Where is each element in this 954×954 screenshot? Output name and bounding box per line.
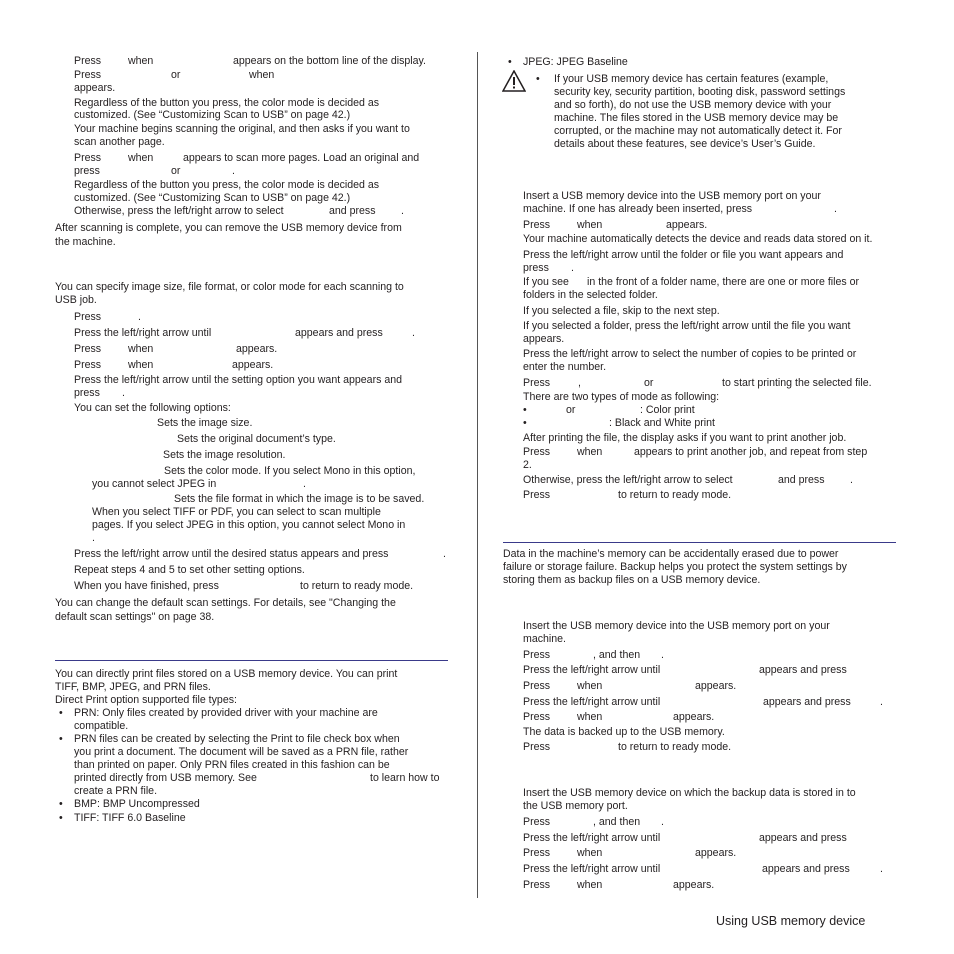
left-text-line: when (128, 152, 154, 164)
right-text-line: when (577, 711, 603, 723)
left-text-line: when (249, 69, 275, 81)
right-text-line: Press (523, 446, 551, 458)
right-text-line: • (536, 73, 540, 85)
left-text-line: appears. (74, 82, 116, 94)
right-text-line: appears and press (759, 832, 847, 844)
right-text-line: There are two types of mode as following: (523, 391, 720, 403)
left-text-line: . (412, 327, 415, 339)
left-text-line: TIFF, BMP, JPEG, and PRN files. (55, 681, 211, 693)
right-text-line: appears. (673, 711, 715, 723)
right-text-line: If you selected a folder, press the left/right arrow until the file you want (523, 320, 851, 332)
right-text-line: appears. (666, 219, 708, 231)
left-text-line: appears to scan more pages. Load an original and (183, 152, 420, 164)
left-text-line: TIFF: TIFF 6.0 Baseline (74, 812, 186, 824)
left-text-line: PRN files can be created by selecting the Print to file check box when (74, 733, 400, 745)
right-text-line: appears. (695, 680, 737, 692)
left-text-line: USB job. (55, 294, 97, 306)
section-rule-usb-print (55, 660, 448, 661)
right-text-line: Press (523, 489, 551, 501)
left-text-line: . (122, 387, 125, 399)
left-text-line: you cannot select JPEG in (92, 478, 217, 490)
left-text-line: appears on the bottom line of the display. (233, 55, 426, 67)
right-text-line: • (523, 417, 527, 429)
right-text-line: . (571, 262, 574, 274)
right-text-line: details about these features, see device’s User’s Guide. (554, 138, 816, 150)
right-text-line: Press the left/right arrow until (523, 832, 661, 844)
right-text-line: Insert the USB memory device into the USB memory port on your (523, 620, 830, 632)
right-text-line: when (577, 446, 603, 458)
left-text-line: • (59, 812, 63, 824)
right-text-line: Press the left/right arrow until (523, 664, 661, 676)
left-text-line: create a PRN file. (74, 785, 158, 797)
right-text-line: , (578, 377, 581, 389)
right-text-line: Press (523, 847, 551, 859)
left-text-line: Press the left/right arrow until (74, 327, 212, 339)
right-text-line: Press the left/right arrow until the folder or file you want appears and (523, 249, 844, 261)
right-text-line: appears to print another job, and repeat from step (634, 446, 868, 458)
right-text-line: : Black and White print (609, 417, 715, 429)
right-text-line: folders in the selected folder. (523, 289, 658, 301)
left-text-line: Your machine begins scanning the original, and then asks if you want to (74, 123, 410, 135)
left-text-line: Press (74, 152, 102, 164)
left-text-line: You can set the following options: (74, 402, 231, 414)
left-text-line: when (128, 55, 154, 67)
left-text-line: . (138, 311, 141, 323)
left-text-line: Regardless of the button you press, the color mode is decided as (74, 179, 380, 191)
left-text-line: appears. (232, 359, 274, 371)
left-text-line: when (128, 343, 154, 355)
right-text-line: appears. (695, 847, 737, 859)
left-text-line: press (74, 387, 100, 399)
right-text-line: Data in the machine’s memory can be accidentally erased due to power (503, 548, 839, 560)
left-text-line: to return to ready mode. (300, 580, 414, 592)
right-text-line: machine. (523, 633, 566, 645)
right-text-line: After printing the file, the display asks if you want to print another job. (523, 432, 847, 444)
left-text-line: default scan settings" on page 38. (55, 611, 215, 623)
right-text-line: If your USB memory device has certain features (example, (554, 73, 829, 85)
left-text-line: Press (74, 55, 102, 67)
left-text-line: Press (74, 311, 102, 323)
left-text-line: you print a document. The document will be saved as a PRN file, rather (74, 746, 409, 758)
left-text-line: You can directly print files stored on a USB memory device. You can print (55, 668, 398, 680)
right-text-line: . (850, 474, 853, 486)
left-text-line: . (401, 205, 404, 217)
right-text-line: or (644, 377, 654, 389)
left-text-line: when (128, 359, 154, 371)
left-text-line: press (74, 165, 100, 177)
right-text-line: failure or storage failure. Backup helps you protect the system settings by (503, 561, 847, 573)
left-text-line: Press (74, 359, 102, 371)
left-text-line: pages. If you select JPEG in this option, you cannot select Mono in (92, 519, 406, 531)
left-text-line: compatible. (74, 720, 129, 732)
left-text-line: or (171, 69, 181, 81)
right-text-line: to return to ready mode. (618, 741, 732, 753)
right-text-line: • (508, 56, 512, 68)
left-text-line: and press (329, 205, 376, 217)
left-text-line: Sets the image size. (157, 417, 253, 429)
right-text-line: Insert the USB memory device on which the backup data is stored in to (523, 787, 856, 799)
left-text-line: or (171, 165, 181, 177)
page-footer: Using USB memory device (716, 914, 866, 928)
right-text-line: : Color print (640, 404, 695, 416)
left-text-line: Sets the image resolution. (163, 449, 286, 461)
right-text-line: when (577, 219, 603, 231)
left-text-line: • (59, 707, 63, 719)
left-text-line: Repeat steps 4 and 5 to set other setting options. (74, 564, 305, 576)
right-text-line: Insert a USB memory device into the USB memory port on your (523, 190, 821, 202)
left-text-line: to learn how to (370, 772, 440, 784)
right-text-line: Otherwise, press the left/right arrow to select (523, 474, 733, 486)
left-text-line: scan another page. (74, 136, 165, 148)
right-text-line: Press the left/right arrow to select the number of copies to be printed or (523, 348, 857, 360)
left-text-line: • (59, 798, 63, 810)
right-text-line: , and then (593, 816, 641, 828)
left-text-line: Otherwise, press the left/right arrow to select (74, 205, 284, 217)
right-text-line: corrupted, or the machine may not automatically detect it. For (554, 125, 842, 137)
left-text-line: Direct Print option supported file types: (55, 694, 237, 706)
left-text-line: You can change the default scan settings. For details, see "Changing the (55, 597, 396, 609)
right-text-line: The data is backed up to the USB memory. (523, 726, 725, 738)
right-text-line: Press the left/right arrow until (523, 863, 661, 875)
right-text-line: Press (523, 816, 551, 828)
left-text-line: Regardless of the button you press, the color mode is decided as (74, 97, 380, 109)
right-text-line: press (523, 262, 549, 274)
left-text-line: Press the left/right arrow until the desired status appears and press (74, 548, 389, 560)
right-text-line: appears. (673, 879, 715, 891)
left-text-line: Press the left/right arrow until the setting option you want appears and (74, 374, 403, 386)
right-text-line: and press (778, 474, 825, 486)
right-text-line: in the front of a folder name, there are one or more files or (587, 276, 860, 288)
right-text-line: Press the left/right arrow until (523, 696, 661, 708)
right-text-line: If you see (523, 276, 569, 288)
right-text-line: . (834, 203, 837, 215)
left-text-line: printed directly from USB memory. See (74, 772, 257, 784)
column-divider (477, 52, 478, 898)
right-text-line: , and then (593, 649, 641, 661)
left-text-line: Press (74, 69, 102, 81)
right-text-line: appears and press (759, 664, 847, 676)
right-text-line: Press (523, 377, 551, 389)
left-text-line: . (303, 478, 306, 490)
left-text-line: Sets the color mode. If you select Mono in this option, (164, 465, 416, 477)
right-text-line: security key, security partition, booting disk, password settings (554, 86, 846, 98)
right-text-line: . (661, 649, 664, 661)
left-text-line: When you have finished, press (74, 580, 219, 592)
right-text-line: Your machine automatically detects the device and reads data stored on it. (523, 233, 873, 245)
right-text-line: 2. (523, 459, 532, 471)
left-text-line: Press (74, 343, 102, 355)
left-text-line: PRN: Only files created by provided driver with your machine are (74, 707, 378, 719)
left-text-line: • (59, 733, 63, 745)
right-text-line: Press (523, 680, 551, 692)
right-text-line: appears and press (762, 863, 850, 875)
right-text-line: If you selected a file, skip to the next step. (523, 305, 720, 317)
left-text-line: appears. (236, 343, 278, 355)
right-text-line: when (577, 680, 603, 692)
right-text-line: Press (523, 741, 551, 753)
right-text-line: . (880, 863, 883, 875)
left-text-line: than printed on paper. Only PRN files created in this fashion can be (74, 759, 390, 771)
right-text-line: storing them as backup files on a USB memory device. (503, 574, 761, 586)
left-text-line: BMP: BMP Uncompressed (74, 798, 200, 810)
left-text-line: appears and press (295, 327, 383, 339)
right-text-line: . (661, 816, 664, 828)
right-text-line: to start printing the selected file. (722, 377, 872, 389)
right-text-line: appears and press (763, 696, 851, 708)
left-text-line: Sets the original document’s type. (177, 433, 336, 445)
right-text-line: • (523, 404, 527, 416)
right-text-line: to return to ready mode. (618, 489, 732, 501)
left-text-line: . (443, 548, 446, 560)
right-text-line: or (566, 404, 576, 416)
right-text-line: Press (523, 879, 551, 891)
warning-triangle-icon (502, 70, 526, 92)
right-text-line: Press (523, 711, 551, 723)
left-text-line: customized. (See “Customizing Scan to USB” on page 42.) (74, 192, 351, 204)
left-text-line: When you select TIFF or PDF, you can select to scan multiple (92, 506, 381, 518)
right-text-line: appears. (523, 333, 565, 345)
right-text-line: when (577, 879, 603, 891)
right-text-line: JPEG: JPEG Baseline (523, 56, 628, 68)
right-text-line: enter the number. (523, 361, 607, 373)
left-text-line: Sets the file format in which the image is to be saved. (174, 493, 425, 505)
left-text-line: You can specify image size, file format, or color mode for each scanning to (55, 281, 404, 293)
right-text-line: machine. The files stored in the USB memory device may be (554, 112, 839, 124)
right-text-line: Press (523, 649, 551, 661)
section-rule-backup (503, 542, 896, 543)
left-text-line: . (232, 165, 235, 177)
left-text-line: After scanning is complete, you can remove the USB memory device from (55, 222, 402, 234)
right-text-line: machine. If one has already been inserted, press (523, 203, 753, 215)
right-text-line: the USB memory port. (523, 800, 628, 812)
left-text-line: customized. (See “Customizing Scan to USB” on page 42.) (74, 109, 351, 121)
right-text-line: and so forth), do not use the USB memory device with your (554, 99, 832, 111)
right-text-line: Press (523, 219, 551, 231)
right-text-line: . (880, 696, 883, 708)
right-text-line: when (577, 847, 603, 859)
left-text-line: the machine. (55, 236, 116, 248)
left-text-line: . (92, 532, 95, 544)
